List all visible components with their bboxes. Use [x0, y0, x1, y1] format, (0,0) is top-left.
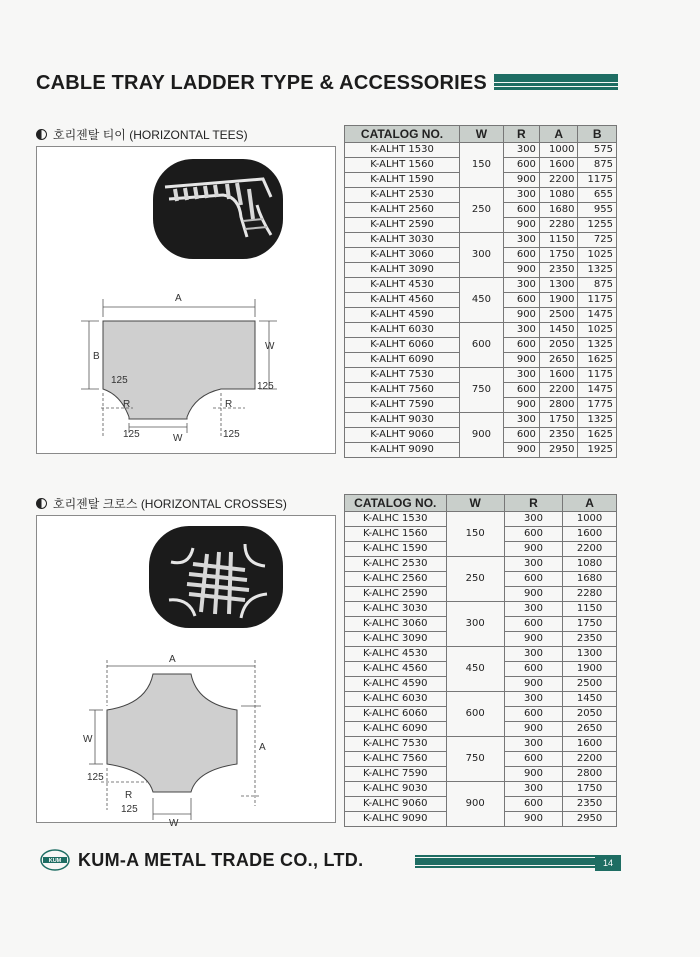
tees-heading-text: 호리젠탈 티이 (HORIZONTAL TEES)	[53, 128, 248, 142]
catalog-number-cell: K-ALHC 7560	[345, 752, 447, 767]
width-cell: 600	[460, 323, 504, 368]
radius-cell: 900	[503, 443, 539, 458]
table-row	[345, 737, 617, 752]
catalog-number-cell: K-ALHT 4590	[345, 308, 460, 323]
dim-a-cell: 2500	[539, 308, 578, 323]
radius-cell: 900	[504, 722, 562, 737]
radius-cell: 600	[503, 338, 539, 353]
catalog-number-cell: K-ALHT 1560	[345, 158, 460, 173]
crosses-product-photo	[149, 526, 283, 628]
dim-R-right-label: R	[225, 399, 233, 410]
catalog-number-cell: K-ALHT 9060	[345, 428, 460, 443]
radius-cell: 600	[503, 383, 539, 398]
dim-a-cell: 1750	[539, 248, 578, 263]
radius-cell: 600	[504, 572, 562, 587]
dim-b-cell: 875	[578, 158, 617, 173]
dim-W-label: W	[265, 341, 275, 352]
dim-125-right-label: 125	[257, 381, 274, 392]
radius-cell: 600	[503, 428, 539, 443]
tee-dimension-drawing	[37, 277, 335, 453]
tee-tray-illustration	[153, 159, 283, 259]
dim-a-cell: 2350	[563, 797, 617, 812]
table-row	[345, 782, 617, 797]
page-number: 14	[595, 855, 621, 871]
table-row	[345, 278, 617, 293]
width-cell: 600	[446, 692, 504, 737]
dim-125-bottom-label: 125	[121, 804, 138, 815]
catalog-number-cell: K-ALHT 7530	[345, 368, 460, 383]
dim-b-cell: 955	[578, 203, 617, 218]
table-row	[345, 323, 617, 338]
catalog-number-cell: K-ALHT 9090	[345, 443, 460, 458]
width-cell: 250	[460, 188, 504, 233]
dim-W-bottom-label: W	[173, 433, 183, 444]
dim-a-cell: 2200	[539, 173, 578, 188]
width-cell: 450	[460, 278, 504, 323]
catalog-number-cell: K-ALHC 3060	[345, 617, 447, 632]
dim-b-cell: 1625	[578, 353, 617, 368]
dim-a-cell: 2800	[539, 398, 578, 413]
dim-b-cell: 1475	[578, 308, 617, 323]
width-cell: 300	[446, 602, 504, 647]
width-cell: 150	[460, 143, 504, 188]
catalog-number-cell: K-ALHC 2590	[345, 587, 447, 602]
dim-b-cell: 1025	[578, 248, 617, 263]
radius-cell: 300	[503, 143, 539, 158]
radius-cell: 900	[503, 263, 539, 278]
catalog-number-cell: K-ALHT 2590	[345, 218, 460, 233]
radius-cell: 600	[503, 203, 539, 218]
dim-b-cell: 575	[578, 143, 617, 158]
dim-a-cell: 2200	[563, 752, 617, 767]
radius-cell: 300	[503, 188, 539, 203]
radius-cell: 600	[503, 158, 539, 173]
dim-a-cell: 1750	[563, 617, 617, 632]
radius-cell: 900	[504, 587, 562, 602]
dim-b-cell: 1025	[578, 323, 617, 338]
dim-a-cell: 1300	[539, 278, 578, 293]
dim-b-cell: 1775	[578, 398, 617, 413]
dim-b-cell: 1175	[578, 293, 617, 308]
catalog-number-cell: K-ALHT 9030	[345, 413, 460, 428]
table-row	[345, 233, 617, 248]
radius-cell: 300	[503, 413, 539, 428]
width-cell: 750	[446, 737, 504, 782]
dim-a-cell: 2280	[539, 218, 578, 233]
dim-b-cell: 1325	[578, 413, 617, 428]
cross-tray-illustration	[149, 526, 283, 628]
dim-b-cell: 1925	[578, 443, 617, 458]
table-row	[345, 557, 617, 572]
dim-b-cell: 1325	[578, 263, 617, 278]
catalog-number-cell: K-ALHT 3060	[345, 248, 460, 263]
dim-A-side-label: A	[259, 742, 266, 753]
dim-W-side-label: W	[83, 734, 93, 745]
catalog-number-cell: K-ALHT 6090	[345, 353, 460, 368]
dim-A-label: A	[175, 293, 182, 304]
radius-cell: 600	[503, 293, 539, 308]
catalog-number-cell: K-ALHT 2560	[345, 203, 460, 218]
catalog-number-cell: K-ALHC 6060	[345, 707, 447, 722]
dim-a-cell: 1450	[563, 692, 617, 707]
dim-a-cell: 1680	[563, 572, 617, 587]
tees-figure-box	[36, 146, 336, 454]
dim-a-cell: 1600	[539, 158, 578, 173]
catalog-number-cell: K-ALHT 2530	[345, 188, 460, 203]
dim-a-cell: 1680	[539, 203, 578, 218]
dim-a-cell: 1080	[563, 557, 617, 572]
catalog-number-cell: K-ALHT 7590	[345, 398, 460, 413]
half-circle-bullet-icon	[36, 498, 47, 509]
radius-cell: 900	[503, 218, 539, 233]
catalog-number-cell: K-ALHC 3030	[345, 602, 447, 617]
dim-b-cell: 725	[578, 233, 617, 248]
radius-cell: 600	[504, 662, 562, 677]
catalog-number-cell: K-ALHC 2530	[345, 557, 447, 572]
dim-b-cell: 1175	[578, 368, 617, 383]
radius-cell: 600	[504, 707, 562, 722]
catalog-number-cell: K-ALHC 4560	[345, 662, 447, 677]
radius-cell: 900	[503, 173, 539, 188]
width-cell: 250	[446, 557, 504, 602]
table-row	[345, 143, 617, 158]
table-row	[345, 368, 617, 383]
crosses-heading-text: 호리젠탈 크로스 (HORIZONTAL CROSSES)	[53, 497, 287, 511]
radius-cell: 600	[504, 617, 562, 632]
radius-cell: 900	[503, 398, 539, 413]
dim-a-cell: 1600	[563, 527, 617, 542]
radius-cell: 300	[504, 692, 562, 707]
dim-125-left-label: 125	[111, 375, 128, 386]
catalog-number-cell: K-ALHC 6030	[345, 692, 447, 707]
page-title: CABLE TRAY LADDER TYPE & ACCESSORIES	[36, 72, 487, 94]
catalog-number-cell: K-ALHC 3090	[345, 632, 447, 647]
col-header-w: W	[460, 126, 504, 143]
col-header-w: W	[446, 495, 504, 512]
col-header-a: A	[563, 495, 617, 512]
radius-cell: 300	[504, 647, 562, 662]
radius-cell: 900	[503, 308, 539, 323]
table-row	[345, 512, 617, 527]
half-circle-bullet-icon	[36, 129, 47, 140]
catalog-number-cell: K-ALHC 9060	[345, 797, 447, 812]
col-header-a: A	[539, 126, 578, 143]
catalog-number-cell: K-ALHC 1530	[345, 512, 447, 527]
dim-a-cell: 1300	[563, 647, 617, 662]
dim-a-cell: 2350	[563, 632, 617, 647]
catalog-number-cell: K-ALHT 1590	[345, 173, 460, 188]
table-row	[345, 692, 617, 707]
table-row	[345, 188, 617, 203]
dim-a-cell: 2950	[563, 812, 617, 827]
radius-cell: 300	[504, 557, 562, 572]
radius-cell: 900	[504, 767, 562, 782]
dim-a-cell: 1750	[563, 782, 617, 797]
radius-cell: 300	[503, 278, 539, 293]
radius-cell: 300	[504, 737, 562, 752]
radius-cell: 900	[504, 632, 562, 647]
dim-b-cell: 655	[578, 188, 617, 203]
crosses-figure-box	[36, 515, 336, 829]
catalog-number-cell: K-ALHT 4560	[345, 293, 460, 308]
title-decoration-stripes	[494, 74, 618, 94]
catalog-number-cell: K-ALHT 6060	[345, 338, 460, 353]
catalog-number-cell: K-ALHC 7530	[345, 737, 447, 752]
catalog-number-cell: K-ALHT 7560	[345, 383, 460, 398]
dim-a-cell: 2500	[563, 677, 617, 692]
radius-cell: 300	[504, 512, 562, 527]
dim-a-cell: 2350	[539, 428, 578, 443]
tees-heading	[36, 126, 248, 143]
radius-cell: 300	[503, 323, 539, 338]
radius-cell: 600	[503, 248, 539, 263]
radius-cell: 300	[503, 368, 539, 383]
dim-R-left-label: R	[123, 399, 131, 410]
catalog-number-cell: K-ALHC 4590	[345, 677, 447, 692]
width-cell: 300	[460, 233, 504, 278]
catalog-number-cell: K-ALHC 9090	[345, 812, 447, 827]
col-header-catalog: CATALOG NO.	[345, 126, 460, 143]
table-header-row	[345, 495, 617, 512]
dim-a-cell: 1900	[563, 662, 617, 677]
catalog-number-cell: K-ALHT 6030	[345, 323, 460, 338]
col-header-b: B	[578, 126, 617, 143]
dim-a-cell: 1150	[563, 602, 617, 617]
radius-cell: 900	[504, 812, 562, 827]
dim-a-cell: 1150	[539, 233, 578, 248]
crosses-heading	[36, 495, 287, 512]
radius-cell: 600	[504, 797, 562, 812]
company-name: KUM-A METAL TRADE CO., LTD.	[78, 850, 364, 870]
dim-a-cell: 2280	[563, 587, 617, 602]
catalog-number-cell: K-ALHC 1560	[345, 527, 447, 542]
dim-a-cell: 2200	[563, 542, 617, 557]
catalog-number-cell: K-ALHC 7590	[345, 767, 447, 782]
dim-a-cell: 1600	[539, 368, 578, 383]
dim-a-cell: 2050	[539, 338, 578, 353]
dim-a-cell: 1080	[539, 188, 578, 203]
cross-dimension-drawing	[37, 646, 335, 829]
dim-R-label: R	[125, 790, 133, 801]
radius-cell: 900	[503, 353, 539, 368]
dim-a-cell: 2950	[539, 443, 578, 458]
dim-W-bottom-label: W	[169, 818, 179, 829]
dim-a-cell: 1600	[563, 737, 617, 752]
radius-cell: 600	[504, 752, 562, 767]
width-cell: 900	[460, 413, 504, 458]
dim-125-bottom-right-label: 125	[223, 429, 240, 440]
catalog-number-cell: K-ALHC 6090	[345, 722, 447, 737]
dim-b-cell: 875	[578, 278, 617, 293]
radius-cell: 900	[504, 542, 562, 557]
dim-a-cell: 1000	[539, 143, 578, 158]
width-cell: 450	[446, 647, 504, 692]
radius-cell: 900	[504, 677, 562, 692]
dim-125-side-label: 125	[87, 772, 104, 783]
width-cell: 150	[446, 512, 504, 557]
col-header-r: R	[504, 495, 562, 512]
dim-b-cell: 1625	[578, 428, 617, 443]
catalog-number-cell: K-ALHC 4530	[345, 647, 447, 662]
table-row	[345, 647, 617, 662]
dim-a-cell: 2350	[539, 263, 578, 278]
radius-cell: 300	[504, 602, 562, 617]
catalog-number-cell: K-ALHT 3090	[345, 263, 460, 278]
crosses-catalog-table	[344, 494, 617, 827]
dim-a-cell: 2200	[539, 383, 578, 398]
table-header-row	[345, 126, 617, 143]
tees-catalog-table	[344, 125, 617, 458]
table-row	[345, 602, 617, 617]
catalog-number-cell: K-ALHC 1590	[345, 542, 447, 557]
dim-a-cell: 2800	[563, 767, 617, 782]
dim-B-label: B	[93, 351, 100, 362]
logo-text: KUM	[48, 858, 62, 865]
width-cell: 750	[460, 368, 504, 413]
dim-125-bottom-left-label: 125	[123, 429, 140, 440]
radius-cell: 600	[504, 527, 562, 542]
dim-a-cell: 1900	[539, 293, 578, 308]
dim-b-cell: 1175	[578, 173, 617, 188]
catalog-number-cell: K-ALHC 9030	[345, 782, 447, 797]
radius-cell: 300	[503, 233, 539, 248]
catalog-number-cell: K-ALHT 4530	[345, 278, 460, 293]
dim-b-cell: 1325	[578, 338, 617, 353]
catalog-number-cell: K-ALHT 3030	[345, 233, 460, 248]
table-row	[345, 413, 617, 428]
col-header-catalog: CATALOG NO.	[345, 495, 447, 512]
dim-A-top-label: A	[169, 654, 176, 665]
dim-a-cell: 1000	[563, 512, 617, 527]
width-cell: 900	[446, 782, 504, 827]
dim-a-cell: 1750	[539, 413, 578, 428]
radius-cell: 300	[504, 782, 562, 797]
dim-a-cell: 2650	[539, 353, 578, 368]
dim-a-cell: 1450	[539, 323, 578, 338]
dim-b-cell: 1255	[578, 218, 617, 233]
col-header-r: R	[503, 126, 539, 143]
tees-product-photo	[153, 159, 283, 259]
dim-b-cell: 1475	[578, 383, 617, 398]
dim-a-cell: 2050	[563, 707, 617, 722]
catalog-number-cell: K-ALHC 2560	[345, 572, 447, 587]
footer-decoration-stripes	[415, 855, 621, 871]
dim-a-cell: 2650	[563, 722, 617, 737]
catalog-number-cell: K-ALHT 1530	[345, 143, 460, 158]
kum-logo-icon	[40, 849, 70, 871]
